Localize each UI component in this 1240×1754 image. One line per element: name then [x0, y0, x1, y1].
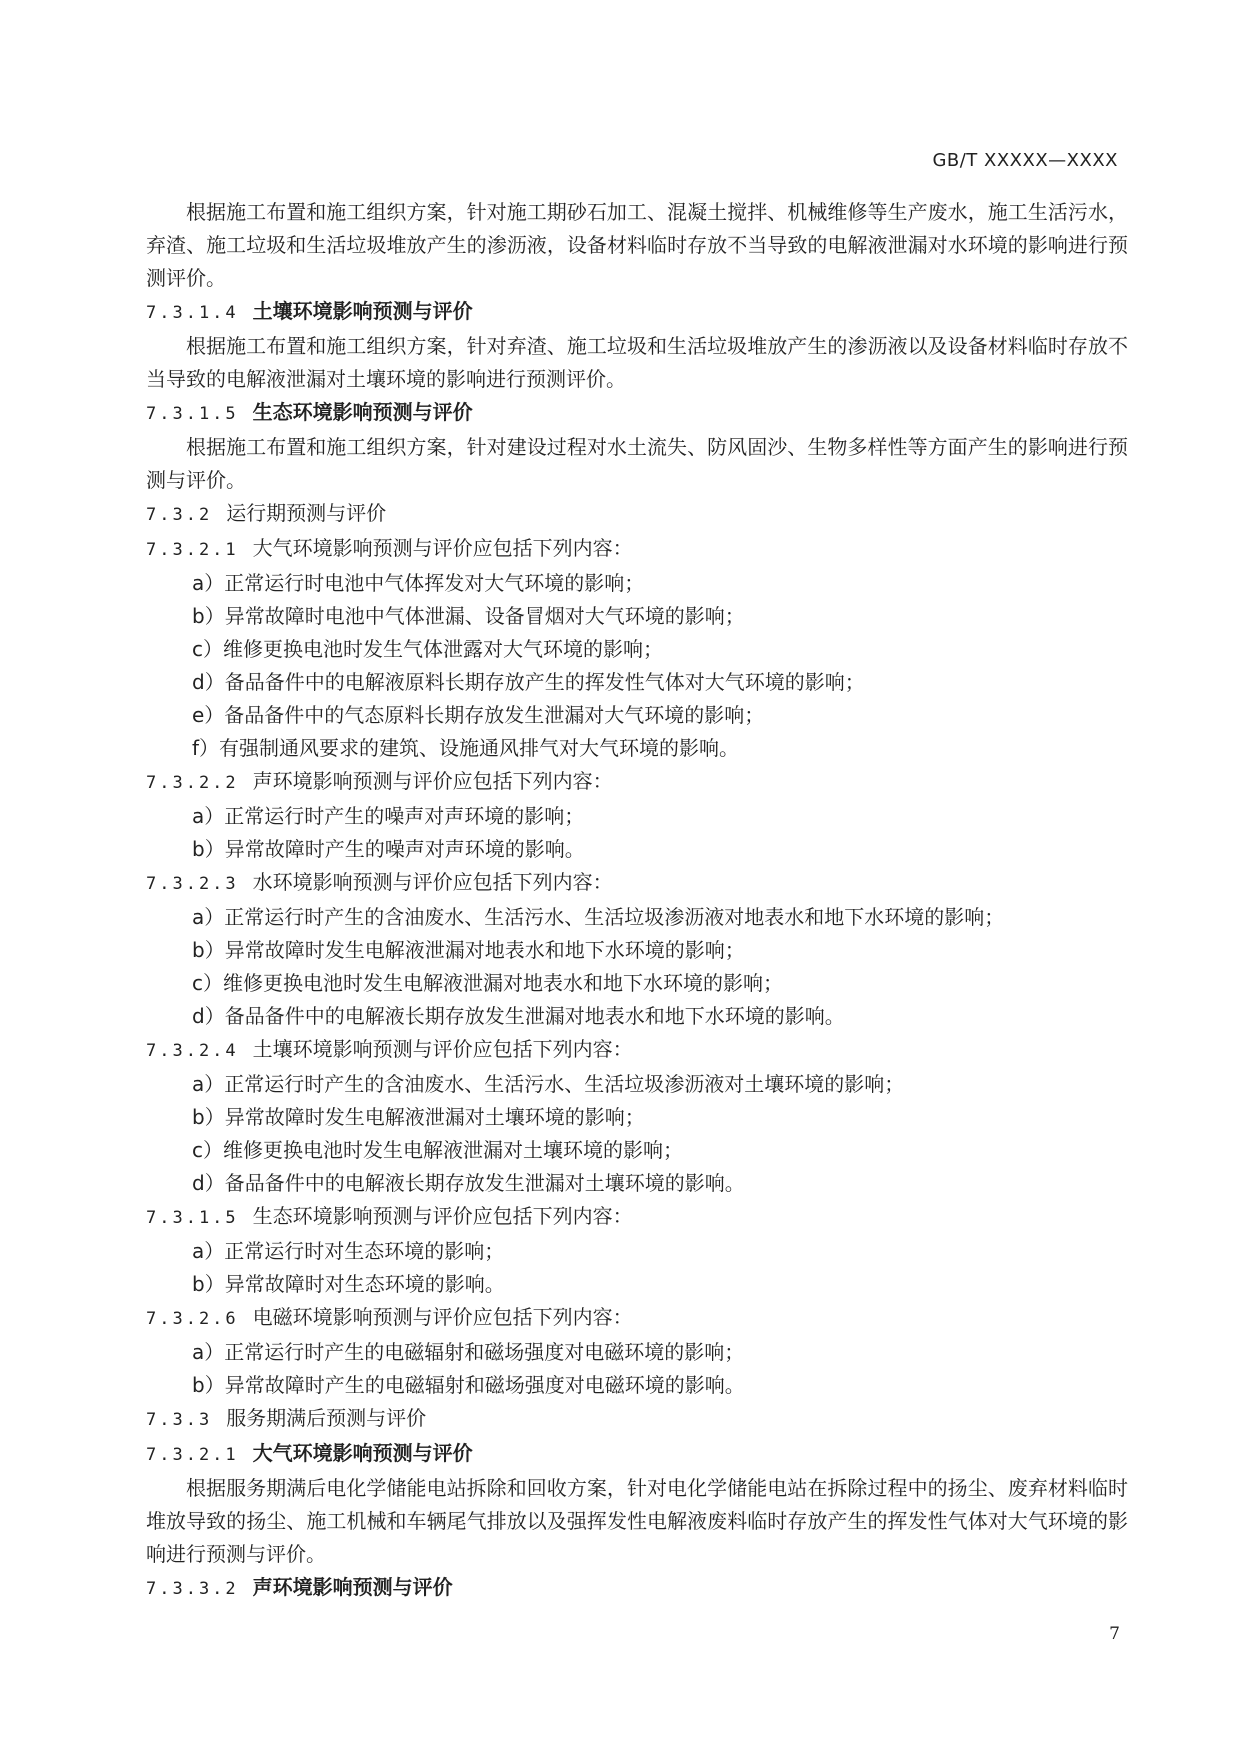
list-item: d）备品备件中的电解液原料长期存放产生的挥发性气体对大气环境的影响；: [192, 670, 865, 694]
paragraph-water-environment: 根据施工布置和施工组织方案，针对施工期砂石加工、混凝土搅拌、机械维修等生产废水，施工生活污水，弃渣、施工垃圾和生活垃圾堆放产生的渗沥液，设备材料临时存放不当导致的电解液泄漏对水环境的影响进行预测评价。: [146, 200, 1128, 290]
section-title: 大气环境影响预测与评价应包括下列内容：: [252, 536, 633, 560]
list-item: b）异常故障时对生态环境的影响。: [192, 1272, 505, 1296]
heading-7321: [146, 532, 1128, 567]
list-item: c）维修更换电池时发生电解液泄漏对土壤环境的影响；: [192, 1138, 683, 1162]
heading-7324: [146, 1033, 1128, 1068]
list-item: a）正常运行时产生的含油废水、生活污水、生活垃圾渗沥液对土壤环境的影响；: [192, 1072, 905, 1096]
section-title: 土壤环境影响预测与评价应包括下列内容：: [252, 1037, 633, 1061]
section-title: 声环境影响预测与评价: [252, 1575, 453, 1599]
heading-7314: [146, 295, 1128, 330]
section-number: 7.3.2.4: [146, 1041, 239, 1061]
list-item: c）维修更换电池时发生气体泄露对大气环境的影响；: [192, 637, 663, 661]
page-number: 7: [1109, 1624, 1120, 1644]
paragraph-soil-environment: 根据施工布置和施工组织方案，针对弃渣、施工垃圾和生活垃圾堆放产生的渗沥液以及设备材料临时存放不当导致的电解液泄漏对土壤环境的影响进行预测评价。: [146, 334, 1128, 391]
heading-733: [146, 1402, 1128, 1437]
heading-7323: [146, 866, 1128, 901]
list-item: b）异常故障时产生的噪声对声环境的影响。: [192, 837, 585, 861]
section-number: 7.3.2.2: [146, 773, 239, 793]
section-title: 电磁环境影响预测与评价应包括下列内容：: [252, 1305, 633, 1329]
list-item: a）正常运行时产生的含油废水、生活污水、生活垃圾渗沥液对地表水和地下水环境的影响；: [192, 905, 1005, 929]
list-item: d）备品备件中的电解液长期存放发生泄漏对地表水和地下水环境的影响。: [192, 1004, 845, 1028]
list-item: a）正常运行时产生的噪声对声环境的影响；: [192, 804, 585, 828]
heading-732: [146, 497, 1128, 532]
section-title: 大气环境影响预测与评价: [252, 1441, 473, 1465]
list-item: b）异常故障时发生电解液泄漏对土壤环境的影响；: [192, 1105, 645, 1129]
list-item: a）正常运行时电池中气体挥发对大气环境的影响；: [192, 571, 645, 595]
section-title: 土壤环境影响预测与评价: [252, 299, 473, 323]
section-number: 7.3.1.5: [146, 1208, 239, 1228]
section-number: 7.3.2.3: [146, 874, 239, 894]
section-number: 7.3.2.1: [146, 1445, 239, 1465]
list-item: b）异常故障时电池中气体泄漏、设备冒烟对大气环境的影响；: [192, 604, 745, 628]
list-item: b）异常故障时发生电解液泄漏对地表水和地下水环境的影响；: [192, 938, 745, 962]
heading-7326: [146, 1301, 1128, 1336]
paragraph-decommissioning-atmosphere: 根据服务期满后电化学储能电站拆除和回收方案，针对电化学储能电站在拆除过程中的扬尘、废弃材料临时堆放导致的扬尘、施工机械和车辆尾气排放以及强挥发性电解液废料临时存放产生的挥发性气体对大气环境的影响进行预测与评价。: [146, 1476, 1128, 1566]
section-number: 7.3.2.1: [146, 540, 239, 560]
list-item: a）正常运行时对生态环境的影响；: [192, 1239, 505, 1263]
document-body: [146, 196, 1128, 1606]
section-title: 水环境影响预测与评价应包括下列内容：: [252, 870, 613, 894]
document-number-header: GB/T XXXXX—XXXX: [932, 150, 1118, 171]
heading-7332: [146, 1571, 1128, 1606]
paragraph-ecological-environment: 根据施工布置和施工组织方案，针对建设过程对水土流失、防风固沙、生物多样性等方面产生的影响进行预测与评价。: [146, 435, 1128, 492]
section-number: 7.3.2.6: [146, 1309, 239, 1329]
heading-7322: [146, 765, 1128, 800]
section-title: 运行期预测与评价: [226, 501, 387, 525]
list-item: d）备品备件中的电解液长期存放发生泄漏对土壤环境的影响。: [192, 1171, 745, 1195]
list-item: a）正常运行时产生的电磁辐射和磁场强度对电磁环境的影响；: [192, 1340, 745, 1364]
list-item: b）异常故障时产生的电磁辐射和磁场强度对电磁环境的影响。: [192, 1373, 745, 1397]
section-title: 服务期满后预测与评价: [226, 1406, 427, 1430]
list-item: f）有强制通风要求的建筑、设施通风排气对大气环境的影响。: [192, 736, 740, 760]
section-number: 7.3.1.4: [146, 303, 239, 323]
list-item: c）维修更换电池时发生电解液泄漏对地表水和地下水环境的影响；: [192, 971, 783, 995]
section-title: 生态环境影响预测与评价应包括下列内容：: [252, 1204, 633, 1228]
section-number: 7.3.1.5: [146, 404, 239, 424]
section-title: 生态环境影响预测与评价: [252, 400, 473, 424]
list-item: e）备品备件中的气态原料长期存放发生泄漏对大气环境的影响；: [192, 703, 765, 727]
heading-7321-atmosphere: [146, 1437, 1128, 1472]
section-title: 声环境影响预测与评价应包括下列内容：: [252, 769, 613, 793]
heading-7315: [146, 396, 1128, 431]
section-number: 7.3.3: [146, 1410, 213, 1430]
heading-7315-ecological: [146, 1200, 1128, 1235]
section-number: 7.3.2: [146, 505, 213, 525]
section-number: 7.3.3.2: [146, 1579, 239, 1599]
